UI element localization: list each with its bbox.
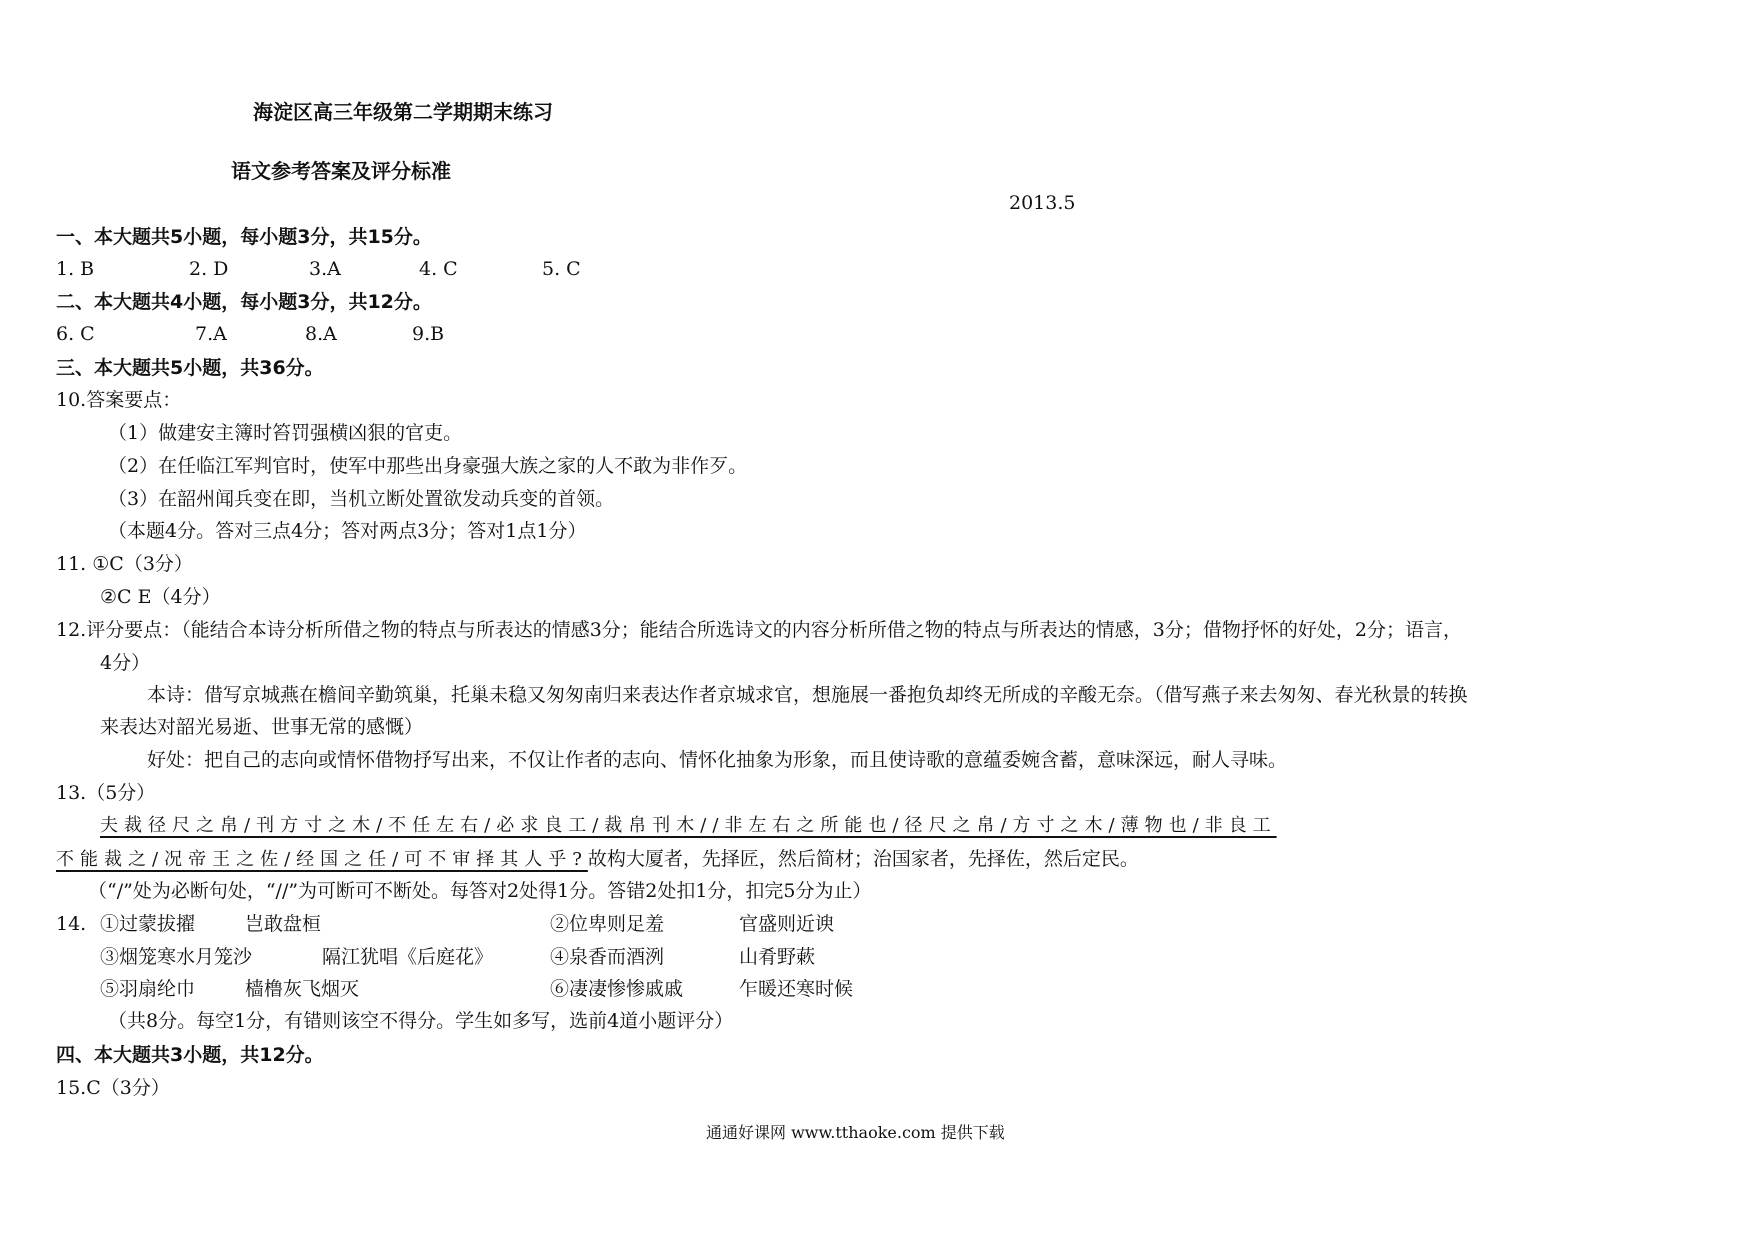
answer-4: 4. C	[419, 258, 458, 280]
answer-3: 3.A	[309, 258, 341, 280]
q12-line-1: 12.评分要点：（能结合本诗分析所借之物的特点与所表达的情感3分；能结合所选诗文的内容分析所借之物的特点与所表达的情感，3分；借物抒怀的好处，2分；语言，	[56, 619, 1462, 641]
q13-underlined-1: 夫裁径尺之帛/刊方寸之木/不任左右/必求良工/裁帛刊木//非左右之所能也/径尺之帛/方寸之木/薄物也/非良工	[100, 815, 1277, 836]
q14-item-6a: ⑥凄凄惨惨戚戚	[550, 978, 684, 1000]
answer-5: 5. C	[542, 258, 581, 280]
section1-heading: 一、本大题共5小题，每小题3分，共15分。	[56, 226, 432, 248]
answer-row-1	[0, 258, 700, 284]
q14-item-1a: ①过蒙拔擢	[100, 913, 196, 935]
q12-benshi-1: 本诗：借写京城燕在檐间辛勤筑巢，托巢未稳又匆匆南归来表达作者京城求官，想施展一番抱负却终无所成的辛酸无奈。（借写燕子来去匆匆、春光秋景的转换	[147, 684, 1468, 706]
q14-item-5b: 樯橹灰飞烟灭	[245, 978, 360, 1000]
answer-1: 1. B	[56, 258, 95, 280]
answer-8: 8.A	[305, 323, 337, 345]
q10-point-3: （3）在韶州闻兵变在即，当机立断处置欲发动兵变的首领。	[108, 488, 615, 510]
answer-7: 7.A	[195, 323, 227, 345]
q12-benshi-2: 来表达对韶光易逝、世事无常的感慨）	[100, 716, 424, 738]
footer: 通通好课网 www.tthaoke.com 提供下载	[706, 1123, 1005, 1142]
q10-point-1: （1）做建安主簿时笞罚强横凶狠的官吏。	[108, 422, 463, 444]
answer-9: 9.B	[412, 323, 445, 345]
q13-underlined-2: 不能裁之/况帝王之佐/经国之任/可不审择其人乎?	[56, 849, 588, 870]
q14-item-1b: 岂敢盘桓	[245, 913, 322, 935]
section4-heading: 四、本大题共3小题，共12分。	[56, 1044, 324, 1066]
q11-line-2: ②C E（4分）	[100, 586, 221, 608]
q13-rest: 故构大厦者，先择匠，然后简材；治国家者，先择佐，然后定民。	[587, 848, 1139, 870]
section3-heading: 三、本大题共5小题，共36分。	[56, 357, 324, 379]
q14-item-3b: 隔江犹唱《后庭花》	[322, 946, 494, 968]
q10-point-2: （2）在任临江军判官时，使军中那些出身豪强大族之家的人不敢为非作歹。	[108, 455, 748, 477]
q14-item-3a: ③烟笼寒水月笼沙	[100, 946, 253, 968]
page-subtitle: 语文参考答案及评分标准	[231, 159, 451, 183]
q14-row-1	[0, 913, 1000, 939]
q14-note: （共8分。每空1分，有错则该空不得分。学生如多写，选前4道小题评分）	[108, 1010, 734, 1032]
q15-answer: 15.C（3分）	[56, 1077, 170, 1099]
answer-row-2	[0, 323, 700, 349]
q14-item-6b: 乍暖还寒时候	[739, 978, 854, 1000]
q13-line-2	[56, 848, 1139, 871]
q11-line-1: 11. ①C（3分）	[56, 553, 193, 575]
q10-scoring: （本题4分。答对三点4分；答对两点3分；答对1点1分）	[108, 520, 587, 542]
q14-item-2a: ②位卑则足羞	[550, 913, 665, 935]
q14-item-2b: 官盛则近谀	[739, 913, 835, 935]
section2-heading: 二、本大题共4小题，每小题3分，共12分。	[56, 291, 432, 313]
q12-haochu: 好处：把自己的志向或情怀借物抒写出来，不仅让作者的志向、情怀化抽象为形象，而且使诗歌的意蕴委婉含蓄，意味深远，耐人寻味。	[147, 749, 1288, 771]
q14-label: 14.	[56, 913, 87, 935]
q14-item-4b: 山肴野蔌	[739, 946, 816, 968]
q14-row-3	[0, 978, 1000, 1004]
answer-2: 2. D	[189, 258, 229, 280]
answer-6: 6. C	[56, 323, 95, 345]
q10-label: 10.答案要点：	[56, 389, 182, 411]
date: 2013.5	[1009, 192, 1076, 214]
q12-line-2: 4分）	[100, 652, 151, 674]
q13-label: 13.（5分）	[56, 782, 156, 804]
q14-row-2	[0, 946, 1000, 972]
q14-item-5a: ⑤羽扇纶巾	[100, 978, 196, 1000]
q14-item-4a: ④泉香而酒洌	[550, 946, 665, 968]
q13-note: （“/”处为必断句处，“//”为可断可不断处。每答对2处得1分。答错2处扣1分，扣完5分为止）	[88, 880, 872, 902]
page-title: 海淀区高三年级第二学期期末练习	[253, 100, 553, 124]
